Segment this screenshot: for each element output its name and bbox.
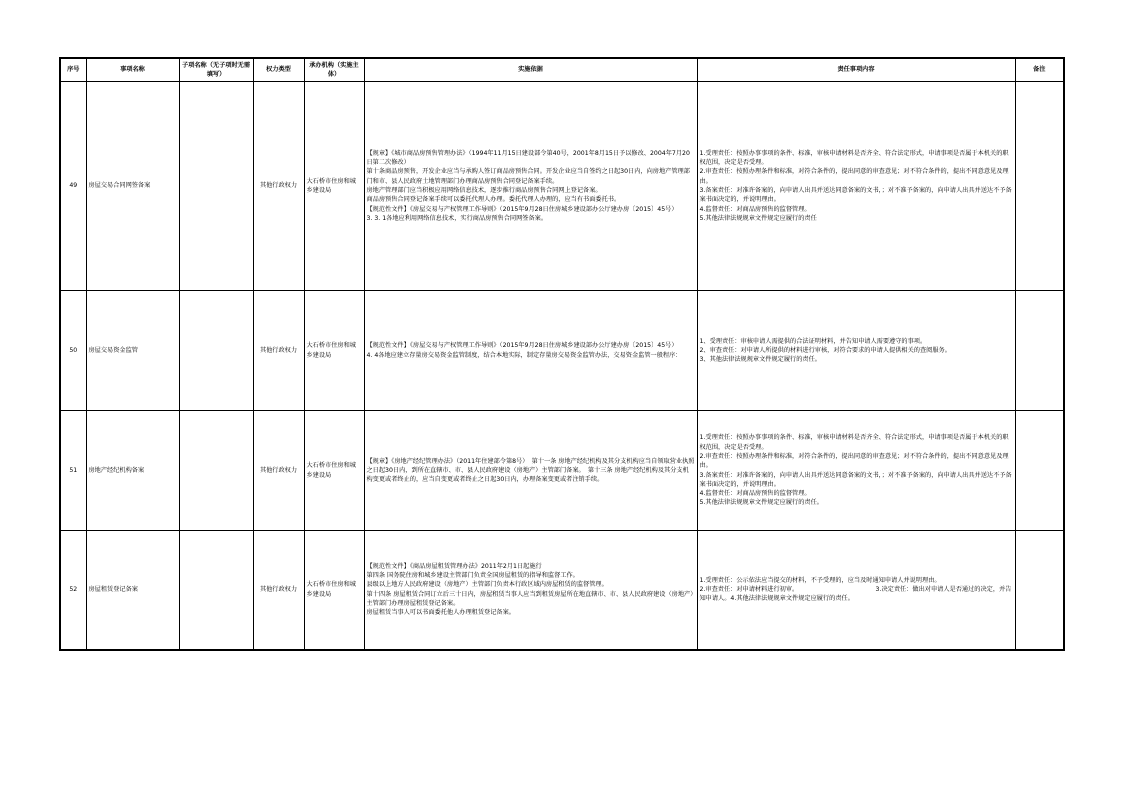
item-name: 房屋交易合同网签备案 [86, 82, 179, 291]
power-type: 其他行政权力 [253, 531, 304, 650]
basis-line: 【规范性文件】《房屋交易与产权管理工作导则》（2015年9月28日住房城乡建设部办公厅建办房〔2015〕45号） [366, 205, 678, 213]
row-number: 50 [60, 291, 86, 411]
basis-line: 第四条 国务院住房和城乡建设主管部门负责全国房屋租赁的指导和监督工作。 [366, 572, 579, 580]
resp-line: 5.其他法律法规规章文件规定应履行的责任。 [699, 499, 823, 507]
power-type: 其他行政权力 [253, 291, 304, 411]
legal-basis [364, 291, 697, 411]
remarks [1015, 291, 1064, 411]
row-number: 51 [60, 411, 86, 531]
col-header-type: 权力类型 [253, 58, 304, 82]
power-type: 其他行政权力 [253, 82, 304, 291]
implementing-agency: 大石桥市住房和城乡建设局 [304, 531, 364, 650]
resp-line: 4.监督责任：对商品房预售的监督管理。 [699, 205, 811, 213]
responsibility-content [697, 291, 1015, 411]
table-row [60, 531, 1064, 650]
table-row [60, 82, 1064, 291]
power-list-table [59, 57, 1065, 651]
basis-line: 【规范性文件】《商品房屋租赁管理办法》2011年2月1日起施行 [366, 562, 542, 570]
resp-line: 2.审查责任：对申请材料进行初审。 3.决定责任：做出对申请人是否通过的决定，并告知申请人。4.其他法律法规规章文件规定应履行的责任。 [699, 586, 1012, 603]
sub-item-name [179, 531, 253, 650]
col-header-no: 序号 [60, 58, 86, 82]
remarks [1015, 411, 1064, 531]
item-name: 房屋交易资金监管 [86, 291, 179, 411]
sub-item-name [179, 291, 253, 411]
basis-line: 【规章】《房地产经纪管理办法》（2011年住建部令第8号） 第十一条 房地产经纪机构及其分支机构应当自领取营业执照之日起30日内，到所在直辖市、市、县人民政府建设（房地产）主管部门备案。 第十三条 房地产经纪机构及其分支机构变更或者终止的，应当自变更或者终止之日起30日内，办理备案变更或者注销手续。 [366, 457, 695, 484]
basis-line: 第十四条 房屋租赁合同订立后三十日内，房屋租赁当事人应当到租赁房屋所在地直辖市、市、县人民政府建设（房地产）主管部门办理房屋租赁登记备案。 [366, 590, 694, 608]
responsibility-content [697, 411, 1015, 531]
sub-item-name [179, 82, 253, 291]
col-header-basis: 实施依据 [364, 58, 697, 82]
basis-line: 4. 4各地应建立存量房交易资金监管制度，结合本地实际，制定存量房交易资金监管办法，交易资金监管一般程序： [366, 351, 682, 359]
table-row [60, 411, 1064, 531]
row-number: 49 [60, 82, 86, 291]
resp-line: 1.受理责任：公示依法应当提交的材料，不予受理的，应当及时通知申请人并说明理由。 [699, 576, 941, 584]
basis-line: 【规章】《城市商品房预售管理办法》（1994年11月15日建设部令第40号，2001年8月15日予以修改、2004年7月20日第二次修改） [366, 149, 690, 167]
resp-line: 3.备案责任：对准许备案的，向申请人出具并送达同意备案的文书，；对不准予备案的，向申请人出具并送达不予备案书面决定的，并说明理由。 [699, 471, 1012, 488]
legal-basis [364, 531, 697, 650]
sub-item-name [179, 411, 253, 531]
remarks [1015, 82, 1064, 291]
resp-line: 1、受理责任：审核申请人需提供的合法证明材料，并告知申请人需要遵守的事项。 [699, 337, 927, 345]
resp-line: 2.审查责任：按照办理条件和标准，对符合条件的，提出同意的审查意见；对不符合条件的，提出不同意意见及理由。 [699, 452, 1009, 470]
col-header-note: 备注 [1015, 58, 1064, 82]
legal-basis [364, 411, 697, 531]
resp-line: 3.备案责任：对准许备案的，向申请人出具并送达同意备案的文书，；对不准予备案的，向申请人出具并送达不予备案书面决定的，并说明理由。 [699, 187, 1012, 204]
row-number: 52 [60, 531, 86, 650]
resp-line: 2.审查责任：按照办理条件和标准，对符合条件的，提出同意的审查意见；对不符合条件的，提出不同意意见及理由。 [699, 168, 1009, 185]
col-header-resp: 责任事项内容 [697, 58, 1015, 82]
col-header-sub: 子项名称（无子项时无需填写） [179, 58, 253, 82]
resp-line: 1.受理责任：按照办事事项的条件、标准，审核申请材料是否齐全、符合法定形式，申请事项是否属于本机关的职权范围，决定是否受理。 [699, 149, 1009, 167]
resp-line: 2、审查责任：对申请人所提供的材料进行审核，对符合要求的申请人提供相关的查阅服务。 [699, 346, 951, 354]
resp-line: 5.其他法律法规规章文件规定应履行的责任 [699, 214, 817, 222]
resp-line: 3、其他法律法规规章文件规定履行的责任。 [699, 356, 821, 364]
resp-line: 4.监督责任：对商品房预售的监督管理。 [699, 490, 811, 498]
implementing-agency: 大石桥市住房和城乡建设局 [304, 82, 364, 291]
item-name: 房地产经纪机构备案 [86, 411, 179, 531]
col-header-org: 承办机构（实施主体） [304, 58, 364, 82]
basis-line: 县级以上地方人民政府建设（房地产）主管部门负责本行政区域内房屋租赁的监督管理。 [366, 581, 608, 589]
responsibility-content [697, 531, 1015, 650]
basis-line: 商品房预售合同登记备案手续可以委托代理人办理。委托代理人办理的，应当有书面委托书。 [366, 196, 621, 204]
item-name: 房屋租赁登记备案 [86, 531, 179, 650]
col-header-name: 事项名称 [86, 58, 179, 82]
resp-line: 1.受理责任：按照办事事项的条件、标准，审核申请材料是否齐全、符合法定形式，申请事项是否属于本机关的职权范围，决定是否受理。 [699, 434, 1009, 451]
basis-line: 房地产管理部门应当积极应用网络信息技术，逐步推行商品房预售合同网上登记备案。 [366, 187, 602, 194]
basis-line: 第十条商品房预售，开发企业应当与承购人签订商品房预售合同。开发企业应当自签约之日起30日内，向房地产管理部门和市、县人民政府土地管理部门办理商品房预售合同登记备案手续。 [366, 168, 690, 185]
table-row [60, 291, 1064, 411]
basis-line: 3. 3. 1各地应利用网络信息技术，实行商品房预售合同网签备案。 [366, 214, 548, 222]
implementing-agency: 大石桥市住房和城乡建设局 [304, 411, 364, 531]
implementing-agency: 大石桥市住房和城乡建设局 [304, 291, 364, 411]
responsibility-content [697, 82, 1015, 291]
basis-line: 【规范性文件】《房屋交易与产权管理工作导则》（2015年9月28日住房城乡建设部办公厅建办房〔2015〕45号） [366, 342, 678, 350]
legal-basis [364, 82, 697, 291]
power-type: 其他行政权力 [253, 411, 304, 531]
basis-line: 房屋租赁当事人可以书面委托他人办理租赁登记备案。 [366, 609, 515, 617]
remarks [1015, 531, 1064, 650]
header-row [60, 58, 1064, 82]
